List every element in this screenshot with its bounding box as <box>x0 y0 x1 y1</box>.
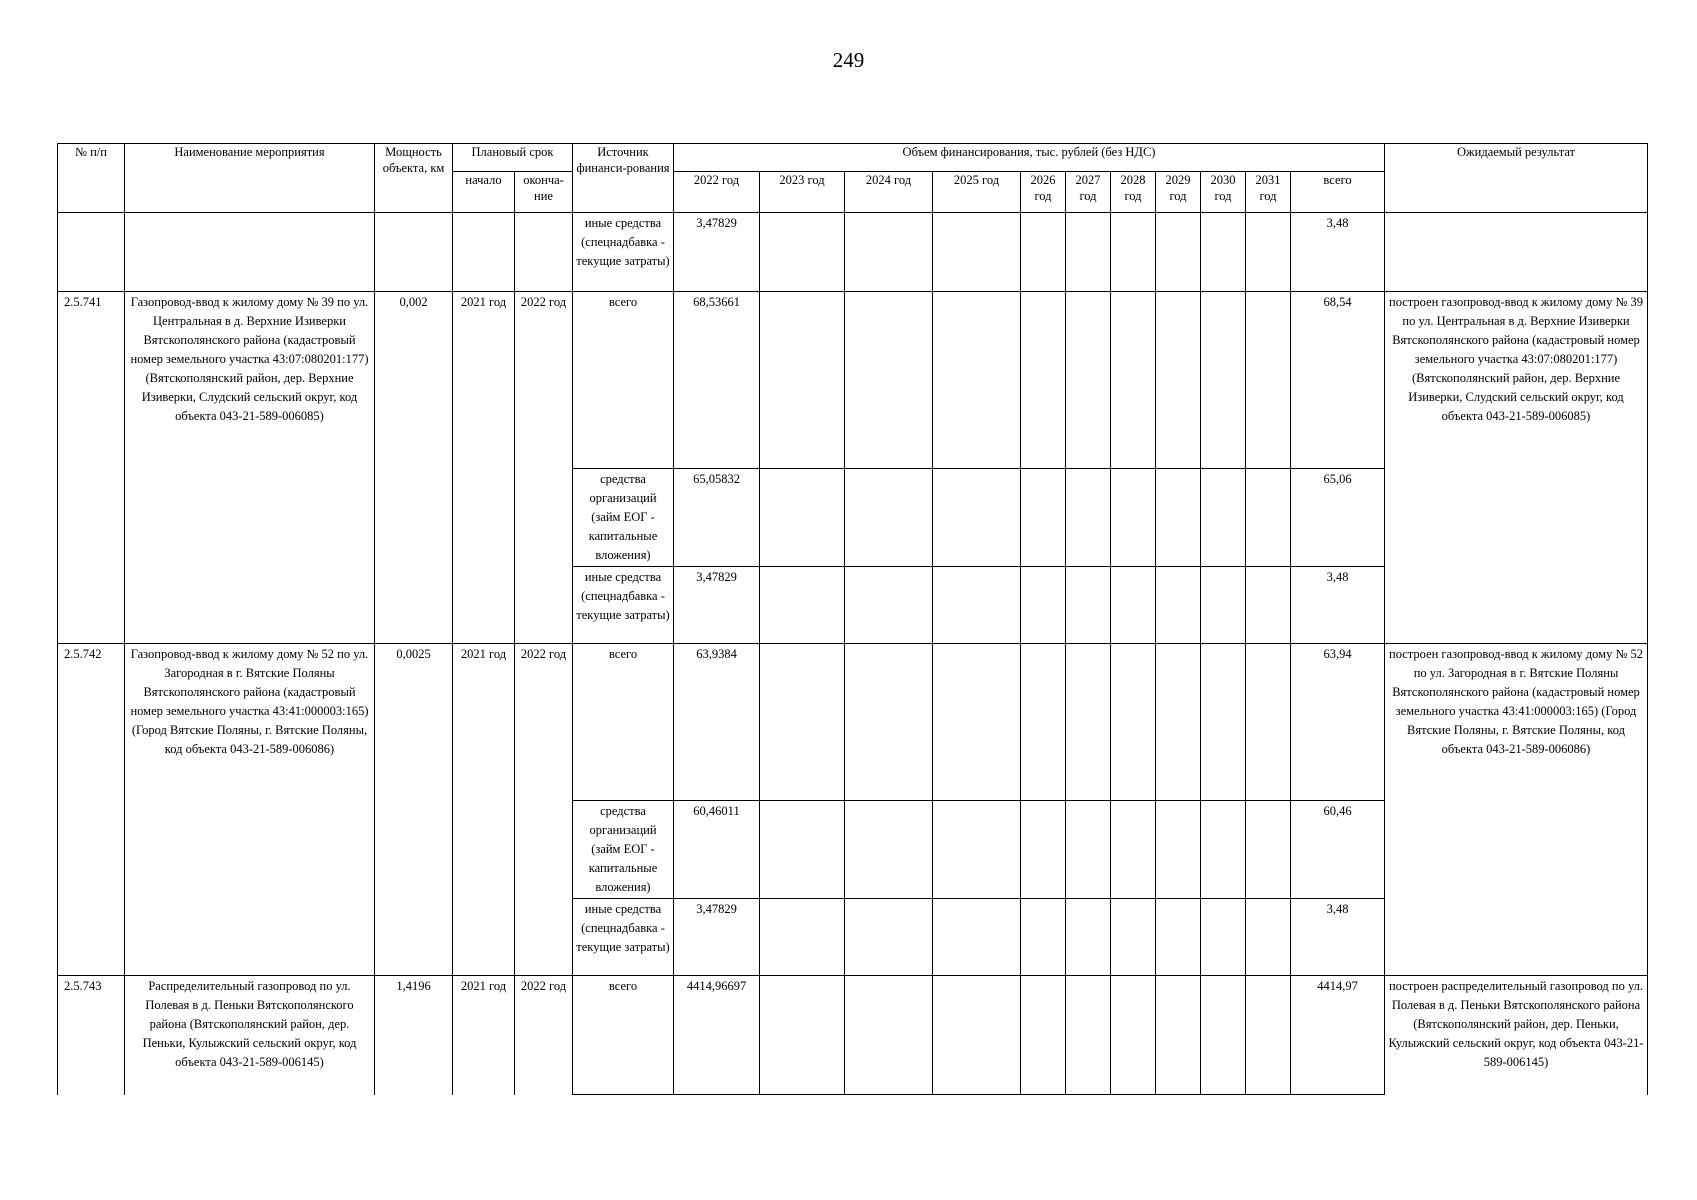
cell-start: 2021 год <box>453 644 515 976</box>
cell-2029 <box>1156 801 1201 899</box>
cell-2031 <box>1246 801 1291 899</box>
table-row <box>58 213 1648 292</box>
header-result: Ожидаемый результат <box>1385 144 1648 213</box>
cell-source: средства организаций (займ ЕОГ - капитальные вложения) <box>573 469 674 567</box>
cell-capacity: 1,4196 <box>375 976 453 1095</box>
cell-2027 <box>1066 644 1111 801</box>
cell-2029 <box>1156 976 1201 1095</box>
cell-2024 <box>845 801 933 899</box>
cell-2023 <box>760 801 845 899</box>
header-year-2031: 2031 год <box>1246 172 1291 213</box>
cell-2024 <box>845 213 933 292</box>
cell-2023 <box>760 469 845 567</box>
header-source: Источник финанси-рования <box>573 144 674 213</box>
cell-no: 2.5.741 <box>58 292 125 644</box>
cell-2030 <box>1201 801 1246 899</box>
cell-name: Газопровод-ввод к жилому дому № 39 по ул. Центральная в д. Верхние Изиверки Вятскополянского района (кадастровый номер земельного участка 43:07:080201:177) (Вятскополянский район, дер. Верхние Изиверки, Слудский сельский округ, код объекта 043-21-589-006085) <box>125 292 375 644</box>
cell-2029 <box>1156 644 1201 801</box>
cell-end: 2022 год <box>515 976 573 1095</box>
cell-2024 <box>845 469 933 567</box>
cell-2028 <box>1111 976 1156 1095</box>
cell-2024 <box>845 567 933 644</box>
cell-total: 3,48 <box>1291 213 1385 292</box>
cell-2028 <box>1111 644 1156 801</box>
cell-source: иные средства (спецнадбавка - текущие затраты) <box>573 567 674 644</box>
cell-2030 <box>1201 469 1246 567</box>
cell-2027 <box>1066 899 1111 976</box>
cell-2025 <box>933 899 1021 976</box>
cell-2027 <box>1066 292 1111 469</box>
cell-2023 <box>760 213 845 292</box>
header-year-2022: 2022 год <box>674 172 760 213</box>
cell-2025 <box>933 213 1021 292</box>
cell-2029 <box>1156 213 1201 292</box>
cell-2023 <box>760 899 845 976</box>
table-row <box>58 644 1648 801</box>
header-year-2027: 2027 год <box>1066 172 1111 213</box>
cell-2028 <box>1111 292 1156 469</box>
header-funding: Объем финансирования, тыс. рублей (без НДС) <box>674 144 1385 172</box>
cell-2026 <box>1021 292 1066 469</box>
cell-start <box>453 213 515 292</box>
cell-capacity: 0,002 <box>375 292 453 644</box>
cell-2028 <box>1111 469 1156 567</box>
cell-2029 <box>1156 292 1201 469</box>
cell-2026 <box>1021 976 1066 1095</box>
cell-name: Распределительный газопровод по ул. Полевая в д. Пеньки Вятскополянского района (Вятскополянский район, дер. Пеньки, Кулыжский сельский округ, код объекта 043-21-589-006145) <box>125 976 375 1095</box>
cell-source: всего <box>573 976 674 1095</box>
cell-2026 <box>1021 469 1066 567</box>
cell-source: всего <box>573 644 674 801</box>
cell-2026 <box>1021 567 1066 644</box>
cell-2022: 68,53661 <box>674 292 760 469</box>
cell-2022: 65,05832 <box>674 469 760 567</box>
cell-result: построен газопровод-ввод к жилому дому № 52 по ул. Загородная в г. Вятские Поляны Вятскополянского района (кадастровый номер земельного участка 43:41:000003:165) (Город Вятские Поляны, г. Вятские Поляны, код объекта 043-21-589-006086) <box>1385 644 1648 976</box>
header-no: № п/п <box>58 144 125 213</box>
header-year-2029: 2029 год <box>1156 172 1201 213</box>
cell-2027 <box>1066 567 1111 644</box>
header-year-2028: 2028 год <box>1111 172 1156 213</box>
funding-plan-table <box>57 143 1648 1095</box>
header-period: Плановый срок <box>453 144 573 172</box>
cell-2027 <box>1066 976 1111 1095</box>
cell-2025 <box>933 801 1021 899</box>
cell-2022: 63,9384 <box>674 644 760 801</box>
cell-2031 <box>1246 213 1291 292</box>
cell-2031 <box>1246 567 1291 644</box>
header-year-2023: 2023 год <box>760 172 845 213</box>
cell-start: 2021 год <box>453 292 515 644</box>
cell-total: 63,94 <box>1291 644 1385 801</box>
cell-2027 <box>1066 801 1111 899</box>
cell-2025 <box>933 976 1021 1095</box>
cell-2029 <box>1156 899 1201 976</box>
header-capacity: Мощность объекта, км <box>375 144 453 213</box>
cell-source: иные средства (спецнадбавка - текущие затраты) <box>573 899 674 976</box>
header-year-2024: 2024 год <box>845 172 933 213</box>
cell-2028 <box>1111 801 1156 899</box>
cell-2030 <box>1201 644 1246 801</box>
cell-2023 <box>760 644 845 801</box>
cell-total: 3,48 <box>1291 899 1385 976</box>
funding-plan-table-wrapper <box>57 143 1648 1095</box>
cell-2028 <box>1111 213 1156 292</box>
cell-2022: 4414,96697 <box>674 976 760 1095</box>
cell-end <box>515 213 573 292</box>
cell-2031 <box>1246 644 1291 801</box>
cell-source: всего <box>573 292 674 469</box>
cell-2024 <box>845 976 933 1095</box>
cell-2026 <box>1021 644 1066 801</box>
header-name: Наименование мероприятия <box>125 144 375 213</box>
cell-2022: 3,47829 <box>674 899 760 976</box>
cell-2027 <box>1066 469 1111 567</box>
cell-total: 65,06 <box>1291 469 1385 567</box>
cell-capacity <box>375 213 453 292</box>
cell-2023 <box>760 292 845 469</box>
cell-2025 <box>933 644 1021 801</box>
cell-2030 <box>1201 292 1246 469</box>
cell-2026 <box>1021 213 1066 292</box>
cell-2022: 60,46011 <box>674 801 760 899</box>
cell-2031 <box>1246 469 1291 567</box>
cell-start: 2021 год <box>453 976 515 1095</box>
cell-source: иные средства (спецнадбавка - текущие затраты) <box>573 213 674 292</box>
cell-2030 <box>1201 899 1246 976</box>
cell-2031 <box>1246 292 1291 469</box>
header-year-2026: 2026 год <box>1021 172 1066 213</box>
cell-end: 2022 год <box>515 292 573 644</box>
cell-2027 <box>1066 213 1111 292</box>
cell-2025 <box>933 292 1021 469</box>
cell-2031 <box>1246 976 1291 1095</box>
cell-2030 <box>1201 213 1246 292</box>
cell-2025 <box>933 567 1021 644</box>
cell-result: построен газопровод-ввод к жилому дому № 39 по ул. Центральная в д. Верхние Изиверки Вятскополянского района (кадастровый номер земельного участка 43:07:080201:177) (Вятскополянский район, дер. Верхние Изиверки, Слудский сельский округ, код объекта 043-21-589-006085) <box>1385 292 1648 644</box>
cell-2022: 3,47829 <box>674 213 760 292</box>
cell-total: 68,54 <box>1291 292 1385 469</box>
header-year-2025: 2025 год <box>933 172 1021 213</box>
cell-name <box>125 213 375 292</box>
cell-2024 <box>845 292 933 469</box>
cell-no <box>58 213 125 292</box>
cell-name: Газопровод-ввод к жилому дому № 52 по ул. Загородная в г. Вятские Поляны Вятскополянского района (кадастровый номер земельного участка 43:41:000003:165) (Город Вятские Поляны, г. Вятские Поляны, код объекта 043-21-589-006086) <box>125 644 375 976</box>
cell-total: 60,46 <box>1291 801 1385 899</box>
cell-2023 <box>760 976 845 1095</box>
table-row <box>58 976 1648 1095</box>
cell-2022: 3,47829 <box>674 567 760 644</box>
cell-2029 <box>1156 469 1201 567</box>
cell-capacity: 0,0025 <box>375 644 453 976</box>
cell-result: построен распределительный газопровод по ул. Полевая в д. Пеньки Вятскополянского района (Вятскополянский район, дер. Пеньки, Кулыжский сельский округ, код объекта 043-21-589-006145) <box>1385 976 1648 1095</box>
header-start: начало <box>453 172 515 213</box>
cell-2024 <box>845 644 933 801</box>
cell-2024 <box>845 899 933 976</box>
cell-end: 2022 год <box>515 644 573 976</box>
header-row-1 <box>58 144 1648 172</box>
cell-2028 <box>1111 899 1156 976</box>
cell-2023 <box>760 567 845 644</box>
cell-2029 <box>1156 567 1201 644</box>
cell-2028 <box>1111 567 1156 644</box>
cell-total: 3,48 <box>1291 567 1385 644</box>
cell-result <box>1385 213 1648 292</box>
cell-2030 <box>1201 976 1246 1095</box>
cell-2026 <box>1021 899 1066 976</box>
cell-2031 <box>1246 899 1291 976</box>
cell-2030 <box>1201 567 1246 644</box>
cell-2026 <box>1021 801 1066 899</box>
header-year-2030: 2030 год <box>1201 172 1246 213</box>
page-number: 249 <box>832 48 865 72</box>
cell-no: 2.5.743 <box>58 976 125 1095</box>
cell-2025 <box>933 469 1021 567</box>
cell-no: 2.5.742 <box>58 644 125 976</box>
cell-source: средства организаций (займ ЕОГ - капитальные вложения) <box>573 801 674 899</box>
header-total: всего <box>1291 172 1385 213</box>
header-end: оконча-ние <box>515 172 573 213</box>
table-row <box>58 292 1648 469</box>
cell-total: 4414,97 <box>1291 976 1385 1095</box>
